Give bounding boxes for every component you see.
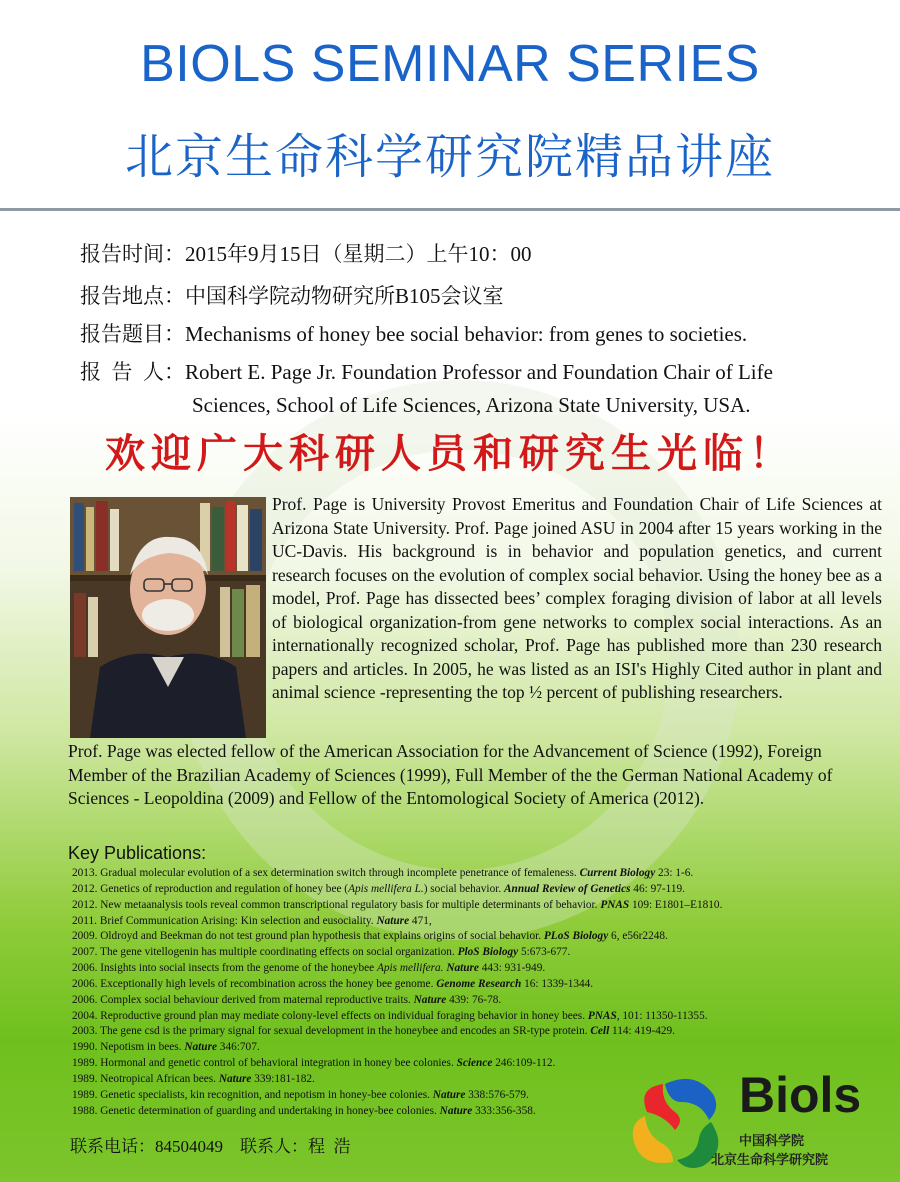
biols-logo [625, 1067, 880, 1172]
publication-item: 2003. The gene csd is the primary signal for sexual development in the honeybee and encodes an SR-type protein. Cell 114: 419-429. [72, 1025, 675, 1038]
publication-item: 2012. Genetics of reproduction and regulation of honey bee (Apis mellifera L.) social behavior. Annual Review of Genetics 46: 97-119. [72, 882, 685, 895]
speaker-affiliation: Sciences, School of Life Sciences, Arizona State University, USA. [192, 393, 751, 417]
speaker-label: 报 告 人： [80, 360, 185, 384]
speaker-bio-paragraph: Prof. Page is University Provost Emeritus and Foundation Chair of Life Sciences at Arizona State University. Prof. Page joined ASU in 2004 after 15 years working in the UC-Davis. His background is in behavior and population genetics, and current research focuses on the evolution of complex social behavior. Using the honey bee as a model, Prof. Page has dissected bees’ complex foraging division of labor at all levels of biological organization-from gene networks to complex social interactions. As an internationally recognized scholar, Prof. Page has published more than 230 research papers and articles. In 2005, he was listed as an ISI's Highly Cited author in plant and animal science -representing the top ½ percent of publishing researchers. [272, 494, 882, 702]
publication-item: 2007. The gene vitellogenin has multiple coordinating effects on social organization. PloS Biology 5:673-677. [72, 946, 571, 959]
publication-item: 2006. Complex social behaviour derived from maternal reproductive traits. Nature 439: 76-78. [72, 993, 502, 1006]
biols-logo-text: Biols [739, 1067, 862, 1123]
speaker-honors-paragraph: Prof. Page was elected fellow of the American Association for the Advancement of Science (1992), Foreign Member of the Brazilian Academy of Sciences (1999), Full Member of the the German National Academy of Sciences - Leopoldina (2009) and Fellow of the Entomological Society of America (2012). [68, 741, 833, 808]
speaker-portrait-image [70, 497, 266, 738]
publication-item: 2004. Reproductive ground plan may mediate colony-level effects on individual foraging behavior in honey bees. PNAS, 101: 11350-11355. [72, 1009, 708, 1022]
publication-item: 2011. Brief Communication Arising: Kin selection and eusociality. Nature 471, [72, 914, 432, 927]
info-topic [80, 318, 747, 348]
info-speaker [80, 356, 773, 386]
logo-org-line1: 中国科学院 [739, 1134, 805, 1149]
seminar-title-zh: 北京生命科学研究院精品讲座 [124, 129, 775, 185]
publication-item: 2006. Exceptionally high levels of recombination across the honey bee genome. Genome Research 16: 1339-1344. [72, 977, 594, 990]
time-value: 2015年9月15日（星期二）上午10：00 [185, 242, 532, 266]
publication-item: 2009. Oldroyd and Beekman do not test ground plan hypothesis that explains origins of social behavior. PLoS Biology 6, e56r2248. [72, 930, 668, 943]
publication-item: 1989. Genetic specialists, kin recognition, and nepotism in honey-bee colonies. Nature 338:576-579. [72, 1088, 529, 1101]
publications-heading: Key Publications: [68, 843, 207, 863]
speaker-line1: Robert E. Page Jr. Foundation Professor and Foundation Chair of Life [185, 360, 773, 384]
topic-value: Mechanisms of honey bee social behavior: from genes to societies. [185, 322, 748, 346]
seminar-title-en: BIOLS SEMINAR SERIES [140, 35, 760, 93]
topic-label: 报告题目： [80, 322, 185, 346]
publication-item: 1989. Hormonal and genetic control of behavioral integration in honey bee colonies. Science 246:109-112. [72, 1057, 556, 1070]
info-place [80, 280, 504, 310]
publication-item: 2012. New metaanalysis tools reveal common transcriptional regulatory basis for multiple determinants of behavior. PNAS 109: E1801–E1810. [72, 898, 723, 911]
header-divider [0, 208, 900, 211]
welcome-banner: 欢迎广大科研人员和研究生光临！ [105, 430, 795, 477]
logo-org-line2: 北京生命科学研究院 [711, 1153, 829, 1168]
time-label: 报告时间： [80, 242, 185, 266]
place-value: 中国科学院动物研究所B105会议室 [185, 284, 504, 308]
place-label: 报告地点： [80, 284, 185, 308]
publication-item: 1988. Genetic determination of guarding and undertaking in honey-bee colonies. Nature 333:356-358. [72, 1104, 536, 1117]
info-time [80, 238, 532, 268]
publication-item: 1990. Nepotism in bees. Nature 346:707. [72, 1041, 260, 1054]
publication-item: 2006. Insights into social insects from the genome of the honeybee Apis mellifera. Nature 443: 931-949. [72, 962, 546, 975]
contact-info: 联系电话：84504049 联系人：程 浩 [70, 1137, 351, 1156]
publication-item: 1989. Neotropical African bees. Nature 339:181-182. [72, 1072, 315, 1085]
speaker-photo [70, 497, 266, 738]
publication-item: 2013. Gradual molecular evolution of a sex determination switch through incomplete penetrance of femaleness. Current Biology 23: 1-6. [72, 867, 694, 879]
